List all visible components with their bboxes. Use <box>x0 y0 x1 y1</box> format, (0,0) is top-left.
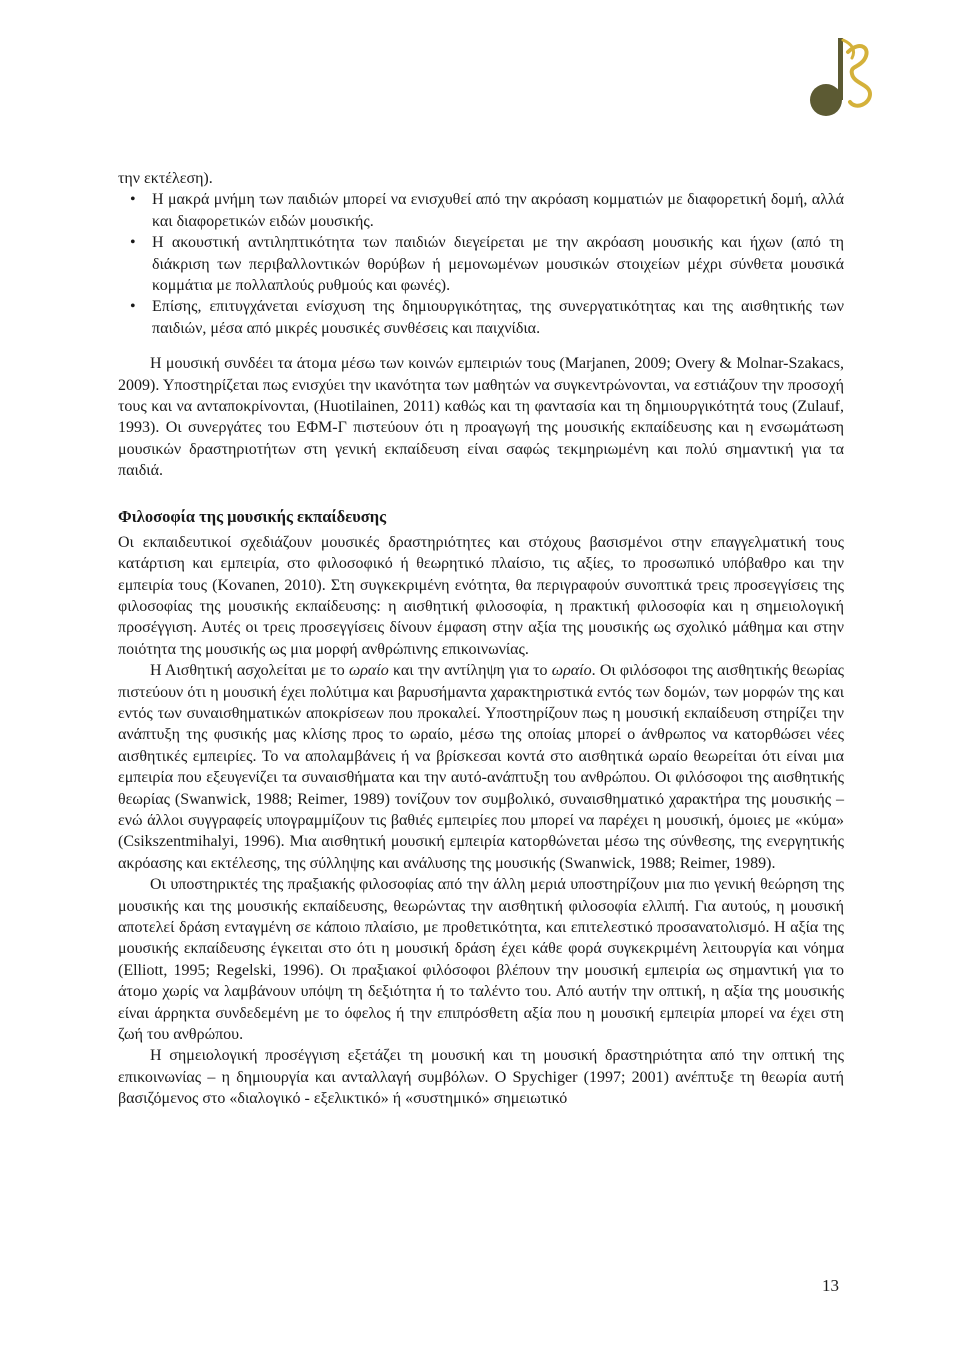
bullet-item <box>118 232 844 296</box>
bullet-text: Επίσης, επιτυγχάνεται ενίσχυση της δημιουργικότητας, της συνεργατικότητας και της αισθητικής των παιδιών, μέσα από μικρές μουσικές συνθέσεις και παιχνίδια. <box>152 298 844 337</box>
page-content <box>118 168 844 1110</box>
paragraph-semiotic: Η σημειολογική προσέγγιση εξετάζει τη μουσική και τη μουσική δραστηριότητα από την οπτική της επικοινωνίας – η δημιουργία και ανταλλαγή συμβόλων. Ο Spychiger (1997; 2001) ανέπτυξε τη θεωρία αυτή βασιζόμενος στο «διαλογικό - εξελικτικό» ή «συστημικό» σημειωτικό <box>118 1047 844 1108</box>
aesthetic-rest: . Οι φιλόσοφοι της αισθητικής θεωρίας πιστεύουν ότι η μουσική έχει πολύτιμα και βαρυσήμαντα χαρακτηριστικά εντός των δομών, των μορφών της και εντός των συναισθηματικών αποκρίσεων που προκαλεί. Υποστηρίζουν πως η μουσική εκπαίδευση στηρίζει την ανάπτυξη της φυσικής μας κλίσης προς το ωραίο, μέσω της οποίας μπορεί ο άνθρωπος να κατορθώσει νέες αισθητικές εμπειρίες. Το να απολαμβάνεις ή να βρίσκεσαι κοντά στο αισθητικά ωραίο θεωρείται ότι είναι μια εμπειρία που εξευγενίζει τα συναισθήματα και την αυτό-ανάπτυξη του ανθρώπου. Οι φιλόσοφοι της αισθητικής θεωρίας (Swanwick, 1988; Reimer, 1989) τονίζουν τον συμβολικό, συναισθηματικό χαρακτήρα της μουσικής – ενώ άλλοι συγγραφείς υπογραμμίζουν τις βαθιές εμπειρίες που μπορεί να παρέχει η μουσική, όμοιες με «κύμα» (Csikszentmihalyi, 1996). Μια αισθητική μουσική εμπειρία κατορθώνεται μέσω της σύνθεσης, της ενεργητικής ακρόασης και εκτέλεσης, της σύλληψης και ανάλυσης της μουσικής (Swanwick, 1988; Reimer, 1989). <box>118 662 845 872</box>
logo-flag <box>843 40 854 58</box>
logo-treble-curve <box>848 46 870 106</box>
aesthetic-em-2: ωραίο <box>551 662 592 680</box>
bullet-list <box>118 189 844 339</box>
bullet-icon: • <box>130 234 136 252</box>
logo-note-stem <box>838 38 843 100</box>
bullet-item <box>118 189 844 232</box>
music-note-logo-icon <box>790 30 880 120</box>
page-number: 13 <box>822 1276 839 1295</box>
aesthetic-em-1: ωραίο <box>348 662 389 680</box>
logo-note-head <box>810 84 842 116</box>
continuation-line: την εκτέλεση). <box>118 170 213 187</box>
bullet-icon: • <box>130 191 136 209</box>
section-intro: Οι εκπαιδευτικοί σχεδιάζουν μουσικές δραστηριότητες και στόχους βασισμένοι στην επαγγελματική τους κατάρτιση και εμπειρία, στο φιλοσοφικό ή θεωρητικό πλαίσιο, τις αξίες, το προσωπικό υπόβαθρο και την εμπειρία τους (Kovanen, 2010). Στη συγκεκριμένη ενότητα, θα περιγραφούν συνοπτικά τρεις προσεγγίσεις της φιλοσοφίας της μουσικής εκπαίδευσης: η αισθητική φιλοσοφία, η πρακτική φιλοσοφία και η σημειολογική προσέγγιση. Αυτές οι τρεις προσεγγίσεις δίνουν έμφαση στην αξία της μουσικής ως σχολικό μάθημα και στην ποιότητα της μουσικής ως μια μορφή ανθρώπινης επικοινωνίας. <box>118 533 844 658</box>
paragraph-practical: Οι υποστηρικτές της πραξιακής φιλοσοφίας από την άλλη μεριά υποστηρίζουν μια πιο γενική θεώρηση της μουσικής και της μουσικής εκπαίδευσης, θεωρώντας την αισθητική φιλοσοφία ελλιπή. Για αυτούς, η μουσική αποτελεί δράση ενταγμένη σε κάποιο πλαίσιο, με προθετικότητα, και επιτελεστικό προσανατολισμό. Η αξία της μουσικής εκπαίδευσης έγκειται στο ότι η μουσική δράση έχει κάθε φορά συγκεκριμένη λειτουργία και νόημα (Elliott, 1995; Regelski, 1996). Οι πραξιακοί φιλόσοφοι βλέπουν την μουσική εμπειρία ως σημαντική για το άτομο χωρίς να λαμβάνουν υπόψη τη δεξιότητα ή το ταλέντο του. Από αυτήν την οπτική, η αξία της μουσικής είναι άρρηκτα συνδεδεμένη με το όφελος ή την επιπρόσθετη αξία που η μουσική εμπειρία μπορεί να έχει στη ζωή του ανθρώπου. <box>118 876 844 1044</box>
paragraph-aesthetic <box>118 660 844 874</box>
section-heading: Φιλοσοφία της μουσικής εκπαίδευσης <box>118 506 387 526</box>
bullet-text: Η μακρά μνήμη των παιδιών μπορεί να ενισχυθεί από την ακρόαση κομματιών με διαφορετική δομή, αλλά και διαφορετικών ειδών μουσικής. <box>152 191 844 230</box>
bullet-item <box>118 296 844 339</box>
bullet-text: Η ακουστική αντιληπτικότητα των παιδιών διεγείρεται με την ακρόαση μουσικής και ήχων (από τη διάκριση των περιβαλλοντικών θορύβων ή μεμονωμένων μουσικών στοιχείων μέχρι σύνθετα μουσικά κομμάτια με πολλαπλούς ρυθμούς και φωνές). <box>152 234 844 295</box>
aesthetic-middle: και την αντίληψη για το <box>388 662 552 680</box>
paragraph-music-connects: Η μουσική συνδέει τα άτομα μέσω των κοινών εμπειριών τους (Marjanen, 2009; Overy & Molnar-Szakacs, 2009). Υποστηρίζεται πως ενισχύει την ικανότητα των μαθητών να συγκεντρώνονται, να εστιάζουν την προσοχή τους και να ανταποκρίνονται, (Huotilainen, 2011) καθώς και τη φαντασία και τη δημιουργικότητά τους (Zulauf, 1993). Οι συνεργάτες του ΕΦΜ-Γ πιστεύουν ότι η προαγωγή της μουσικής εκπαίδευσης και η ενσωμάτωση μουσικών δραστηριοτήτων στη γενική εκπαίδευση είναι σαφώς τεκμηριωμένη και πολύ σημαντική για τα παιδιά. <box>118 355 844 480</box>
aesthetic-prefix: Η Αισθητική ασχολείται με το <box>150 662 349 680</box>
bullet-icon: • <box>130 298 136 316</box>
